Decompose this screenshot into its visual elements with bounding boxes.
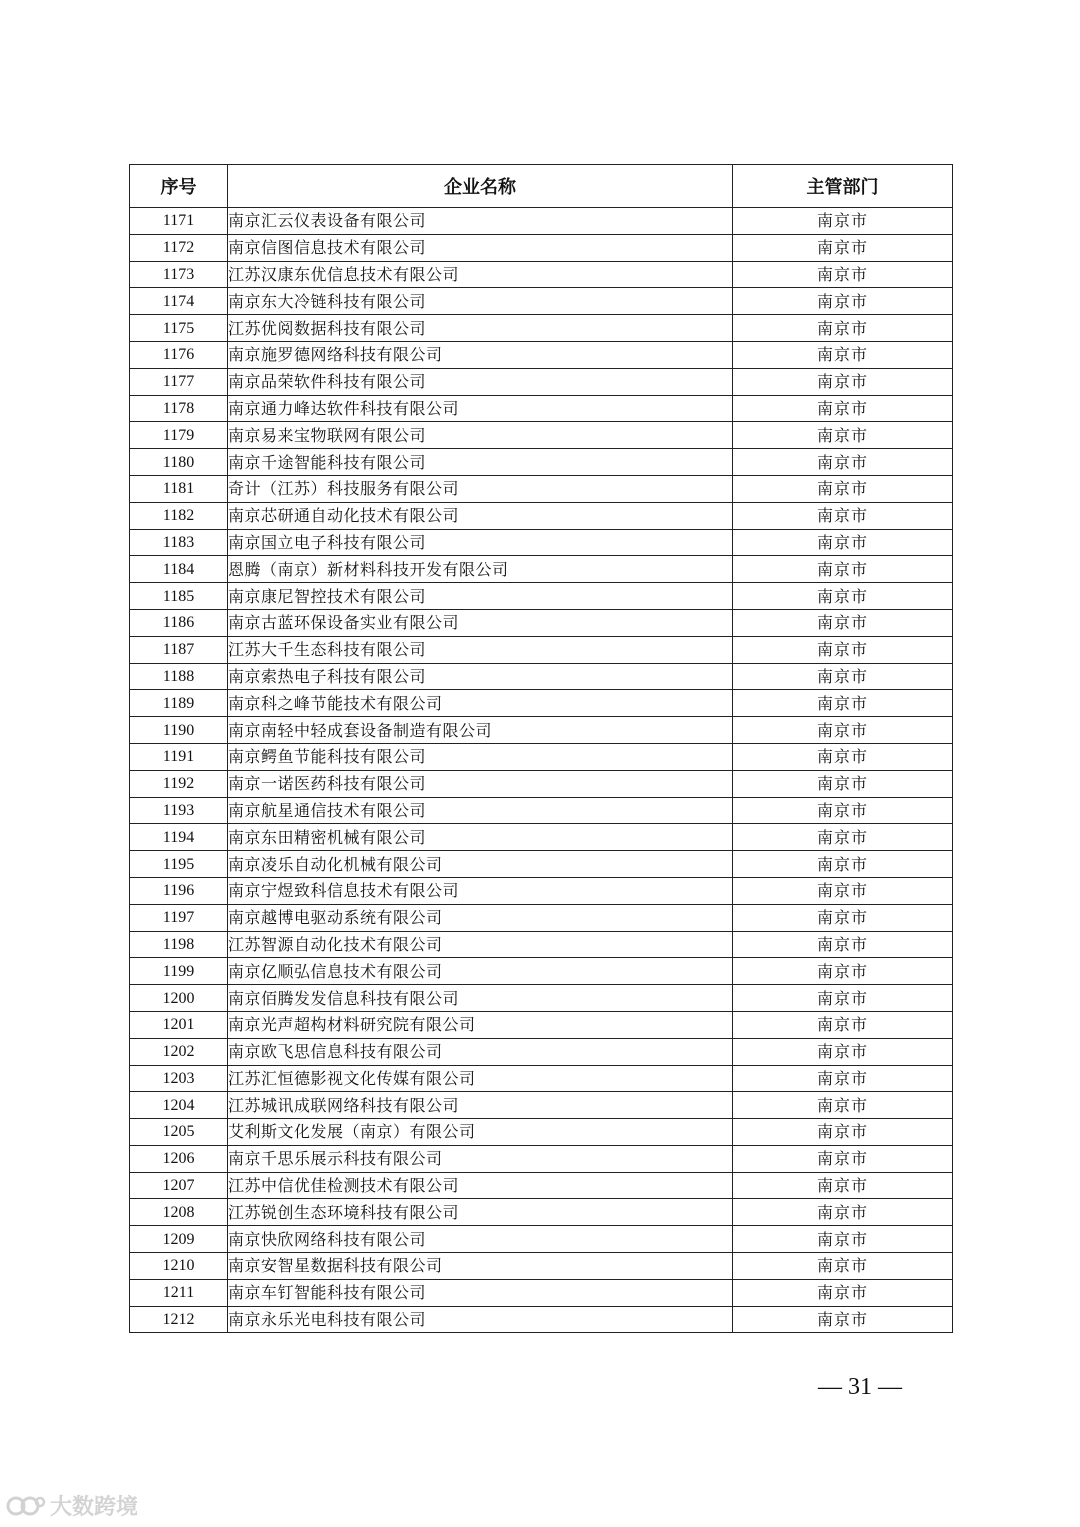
department-cell: 南京市 bbox=[733, 1279, 953, 1306]
company-name-cell: 南京一诺医药科技有限公司 bbox=[228, 770, 733, 797]
company-name-cell: 南京鳄鱼节能科技有限公司 bbox=[228, 743, 733, 770]
serial-number-cell: 1201 bbox=[130, 1011, 228, 1038]
department-cell: 南京市 bbox=[733, 1065, 953, 1092]
department-cell: 南京市 bbox=[733, 797, 953, 824]
serial-number-cell: 1204 bbox=[130, 1092, 228, 1119]
company-name-cell: 江苏城讯成联网络科技有限公司 bbox=[228, 1092, 733, 1119]
table-row bbox=[130, 690, 953, 717]
serial-number-cell: 1198 bbox=[130, 931, 228, 958]
department-cell: 南京市 bbox=[733, 877, 953, 904]
department-cell: 南京市 bbox=[733, 931, 953, 958]
table-row bbox=[130, 341, 953, 368]
serial-number-cell: 1189 bbox=[130, 690, 228, 717]
table-row bbox=[130, 824, 953, 851]
serial-number-cell: 1183 bbox=[130, 529, 228, 556]
department-cell: 南京市 bbox=[733, 234, 953, 261]
table-row bbox=[130, 797, 953, 824]
department-cell: 南京市 bbox=[733, 1119, 953, 1146]
table-row bbox=[130, 1011, 953, 1038]
watermark-text: 大数跨境 bbox=[50, 1495, 139, 1520]
serial-number-cell: 1180 bbox=[130, 449, 228, 476]
company-name-cell: 江苏大千生态科技有限公司 bbox=[228, 636, 733, 663]
company-name-cell: 艾利斯文化发展（南京）有限公司 bbox=[228, 1119, 733, 1146]
department-cell: 南京市 bbox=[733, 636, 953, 663]
company-name-cell: 南京东田精密机械有限公司 bbox=[228, 824, 733, 851]
department-cell: 南京市 bbox=[733, 288, 953, 315]
serial-number-cell: 1187 bbox=[130, 636, 228, 663]
table-row bbox=[130, 877, 953, 904]
serial-number-cell: 1199 bbox=[130, 958, 228, 985]
serial-number-cell: 1190 bbox=[130, 717, 228, 744]
table-row bbox=[130, 1279, 953, 1306]
serial-number-cell: 1211 bbox=[130, 1279, 228, 1306]
serial-number-cell: 1191 bbox=[130, 743, 228, 770]
department-cell: 南京市 bbox=[733, 770, 953, 797]
watermark bbox=[6, 1490, 138, 1521]
table-row bbox=[130, 422, 953, 449]
table-row bbox=[130, 851, 953, 878]
serial-number-cell: 1186 bbox=[130, 609, 228, 636]
serial-number-cell: 1202 bbox=[130, 1038, 228, 1065]
department-cell: 南京市 bbox=[733, 502, 953, 529]
serial-number-cell: 1171 bbox=[130, 208, 228, 235]
serial-number-cell: 1194 bbox=[130, 824, 228, 851]
serial-number-cell: 1196 bbox=[130, 877, 228, 904]
company-name-cell: 南京凌乐自动化机械有限公司 bbox=[228, 851, 733, 878]
department-cell: 南京市 bbox=[733, 743, 953, 770]
department-cell: 南京市 bbox=[733, 690, 953, 717]
table-body bbox=[130, 208, 953, 1333]
serial-number-cell: 1173 bbox=[130, 261, 228, 288]
table-row bbox=[130, 1145, 953, 1172]
company-name-cell: 江苏中信优佳检测技术有限公司 bbox=[228, 1172, 733, 1199]
company-name-cell: 南京航星通信技术有限公司 bbox=[228, 797, 733, 824]
department-cell: 南京市 bbox=[733, 475, 953, 502]
serial-number-cell: 1184 bbox=[130, 556, 228, 583]
watermark-logo-icon bbox=[6, 1493, 46, 1519]
company-name-cell: 恩腾（南京）新材料科技开发有限公司 bbox=[228, 556, 733, 583]
department-cell: 南京市 bbox=[733, 1253, 953, 1280]
serial-number-cell: 1179 bbox=[130, 422, 228, 449]
company-name-cell: 南京东大冷链科技有限公司 bbox=[228, 288, 733, 315]
department-cell: 南京市 bbox=[733, 449, 953, 476]
department-cell: 南京市 bbox=[733, 1172, 953, 1199]
company-name-cell: 南京快欣网络科技有限公司 bbox=[228, 1226, 733, 1253]
serial-number-cell: 1178 bbox=[130, 395, 228, 422]
department-cell: 南京市 bbox=[733, 583, 953, 610]
department-cell: 南京市 bbox=[733, 663, 953, 690]
serial-number-cell: 1210 bbox=[130, 1253, 228, 1280]
serial-number-cell: 1177 bbox=[130, 368, 228, 395]
table-row bbox=[130, 449, 953, 476]
company-name-cell: 南京安智星数据科技有限公司 bbox=[228, 1253, 733, 1280]
table-row bbox=[130, 1172, 953, 1199]
serial-number-cell: 1182 bbox=[130, 502, 228, 529]
serial-number-cell: 1212 bbox=[130, 1306, 228, 1333]
table-row bbox=[130, 288, 953, 315]
department-cell: 南京市 bbox=[733, 904, 953, 931]
serial-number-cell: 1208 bbox=[130, 1199, 228, 1226]
department-cell: 南京市 bbox=[733, 1226, 953, 1253]
table-row bbox=[130, 261, 953, 288]
serial-number-cell: 1200 bbox=[130, 985, 228, 1012]
department-cell: 南京市 bbox=[733, 824, 953, 851]
table-row bbox=[130, 743, 953, 770]
table-row bbox=[130, 931, 953, 958]
table-row bbox=[130, 502, 953, 529]
company-name-cell: 南京康尼智控技术有限公司 bbox=[228, 583, 733, 610]
company-name-cell: 南京千思乐展示科技有限公司 bbox=[228, 1145, 733, 1172]
table-row bbox=[130, 636, 953, 663]
table-row bbox=[130, 475, 953, 502]
department-cell: 南京市 bbox=[733, 958, 953, 985]
table-row bbox=[130, 904, 953, 931]
table-row bbox=[130, 315, 953, 342]
enterprise-list-table bbox=[129, 164, 953, 1333]
department-cell: 南京市 bbox=[733, 851, 953, 878]
department-cell: 南京市 bbox=[733, 341, 953, 368]
table-header-row bbox=[130, 165, 953, 208]
serial-number-cell: 1209 bbox=[130, 1226, 228, 1253]
company-name-cell: 南京信图信息技术有限公司 bbox=[228, 234, 733, 261]
serial-number-cell: 1192 bbox=[130, 770, 228, 797]
header-serial-number: 序号 bbox=[130, 165, 228, 208]
department-cell: 南京市 bbox=[733, 556, 953, 583]
serial-number-cell: 1207 bbox=[130, 1172, 228, 1199]
department-cell: 南京市 bbox=[733, 1092, 953, 1119]
serial-number-cell: 1193 bbox=[130, 797, 228, 824]
department-cell: 南京市 bbox=[733, 1306, 953, 1333]
table-row bbox=[130, 1038, 953, 1065]
table-row bbox=[130, 1119, 953, 1146]
serial-number-cell: 1172 bbox=[130, 234, 228, 261]
table-row bbox=[130, 1253, 953, 1280]
company-name-cell: 南京越博电驱动系统有限公司 bbox=[228, 904, 733, 931]
department-cell: 南京市 bbox=[733, 985, 953, 1012]
company-name-cell: 南京亿顺弘信息技术有限公司 bbox=[228, 958, 733, 985]
table-row bbox=[130, 717, 953, 744]
serial-number-cell: 1188 bbox=[130, 663, 228, 690]
table-row bbox=[130, 368, 953, 395]
serial-number-cell: 1174 bbox=[130, 288, 228, 315]
company-name-cell: 江苏智源自动化技术有限公司 bbox=[228, 931, 733, 958]
header-supervising-department: 主管部门 bbox=[733, 165, 953, 208]
department-cell: 南京市 bbox=[733, 717, 953, 744]
department-cell: 南京市 bbox=[733, 1038, 953, 1065]
table-row bbox=[130, 663, 953, 690]
company-name-cell: 江苏汇恒德影视文化传媒有限公司 bbox=[228, 1065, 733, 1092]
company-name-cell: 南京古蓝环保设备实业有限公司 bbox=[228, 609, 733, 636]
table-row bbox=[130, 1065, 953, 1092]
table-row bbox=[130, 208, 953, 235]
department-cell: 南京市 bbox=[733, 261, 953, 288]
company-name-cell: 南京南轻中轻成套设备制造有限公司 bbox=[228, 717, 733, 744]
table-row bbox=[130, 609, 953, 636]
company-name-cell: 南京汇云仪表设备有限公司 bbox=[228, 208, 733, 235]
company-name-cell: 南京易来宝物联网有限公司 bbox=[228, 422, 733, 449]
company-name-cell: 南京国立电子科技有限公司 bbox=[228, 529, 733, 556]
company-name-cell: 南京千途智能科技有限公司 bbox=[228, 449, 733, 476]
page-number: — 31 — bbox=[818, 1374, 902, 1400]
company-name-cell: 南京索热电子科技有限公司 bbox=[228, 663, 733, 690]
department-cell: 南京市 bbox=[733, 1199, 953, 1226]
department-cell: 南京市 bbox=[733, 315, 953, 342]
serial-number-cell: 1206 bbox=[130, 1145, 228, 1172]
department-cell: 南京市 bbox=[733, 422, 953, 449]
table-row bbox=[130, 1226, 953, 1253]
table-row bbox=[130, 234, 953, 261]
table-row bbox=[130, 958, 953, 985]
serial-number-cell: 1175 bbox=[130, 315, 228, 342]
table-row bbox=[130, 395, 953, 422]
table-row bbox=[130, 583, 953, 610]
department-cell: 南京市 bbox=[733, 1011, 953, 1038]
table-row bbox=[130, 1092, 953, 1119]
serial-number-cell: 1203 bbox=[130, 1065, 228, 1092]
serial-number-cell: 1205 bbox=[130, 1119, 228, 1146]
department-cell: 南京市 bbox=[733, 368, 953, 395]
table-row bbox=[130, 556, 953, 583]
company-name-cell: 江苏优阅数据科技有限公司 bbox=[228, 315, 733, 342]
company-name-cell: 南京通力峰达软件科技有限公司 bbox=[228, 395, 733, 422]
company-name-cell: 南京佰腾发发信息科技有限公司 bbox=[228, 985, 733, 1012]
company-name-cell: 南京科之峰节能技术有限公司 bbox=[228, 690, 733, 717]
table-row bbox=[130, 529, 953, 556]
company-name-cell: 江苏锐创生态环境科技有限公司 bbox=[228, 1199, 733, 1226]
department-cell: 南京市 bbox=[733, 1145, 953, 1172]
serial-number-cell: 1176 bbox=[130, 341, 228, 368]
header-company-name: 企业名称 bbox=[228, 165, 733, 208]
serial-number-cell: 1181 bbox=[130, 475, 228, 502]
company-name-cell: 南京芯研通自动化技术有限公司 bbox=[228, 502, 733, 529]
serial-number-cell: 1195 bbox=[130, 851, 228, 878]
table-row bbox=[130, 770, 953, 797]
table-row bbox=[130, 1306, 953, 1333]
company-name-cell: 奇计（江苏）科技服务有限公司 bbox=[228, 475, 733, 502]
company-name-cell: 南京永乐光电科技有限公司 bbox=[228, 1306, 733, 1333]
company-name-cell: 南京光声超构材料研究院有限公司 bbox=[228, 1011, 733, 1038]
department-cell: 南京市 bbox=[733, 609, 953, 636]
company-name-cell: 南京宁煜致科信息技术有限公司 bbox=[228, 877, 733, 904]
company-name-cell: 南京欧飞思信息科技有限公司 bbox=[228, 1038, 733, 1065]
table-row bbox=[130, 1199, 953, 1226]
department-cell: 南京市 bbox=[733, 395, 953, 422]
serial-number-cell: 1197 bbox=[130, 904, 228, 931]
company-name-cell: 南京品荣软件科技有限公司 bbox=[228, 368, 733, 395]
department-cell: 南京市 bbox=[733, 208, 953, 235]
company-name-cell: 南京车钉智能科技有限公司 bbox=[228, 1279, 733, 1306]
serial-number-cell: 1185 bbox=[130, 583, 228, 610]
table-row bbox=[130, 985, 953, 1012]
department-cell: 南京市 bbox=[733, 529, 953, 556]
company-name-cell: 江苏汉康东优信息技术有限公司 bbox=[228, 261, 733, 288]
company-name-cell: 南京施罗德网络科技有限公司 bbox=[228, 341, 733, 368]
